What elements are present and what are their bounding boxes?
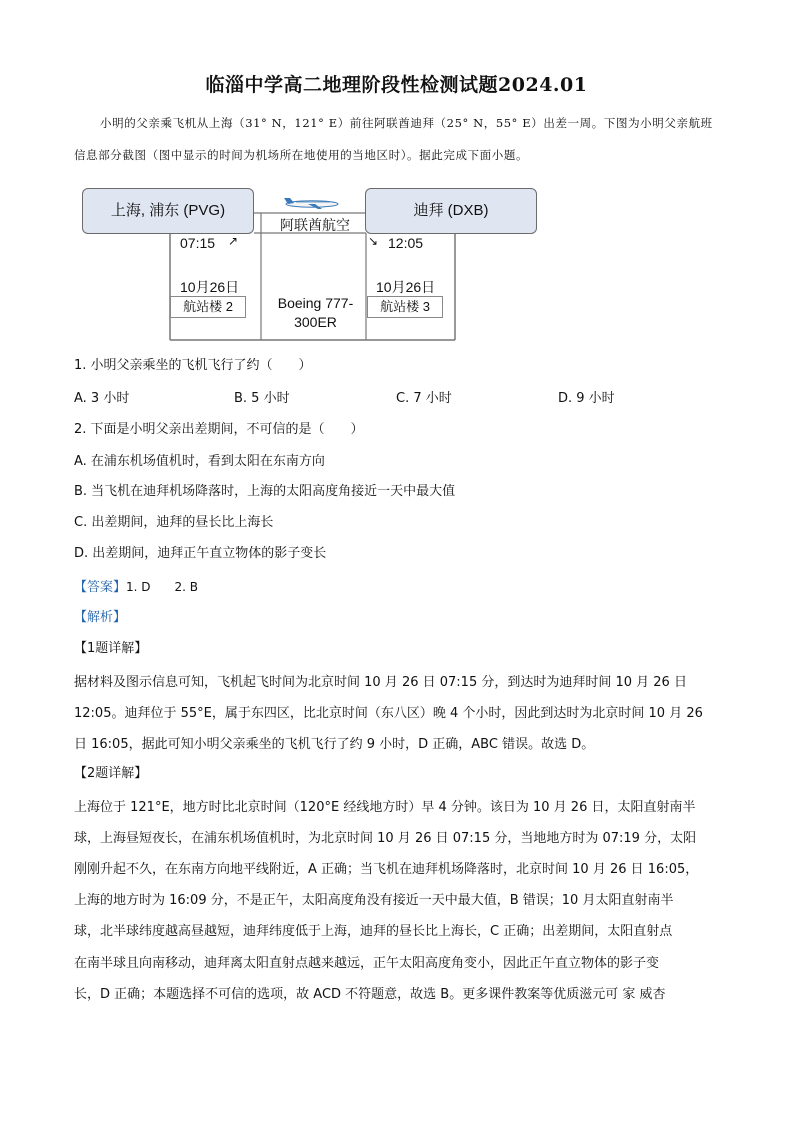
detail-2-line: 球，上海昼短夜长，在浦东机场值机时，为北京时间 10 月 26 日 07:15 分，当地地方时为 07:19 分，太阳 (74, 831, 697, 846)
takeoff-arrow-icon: ↗ (228, 234, 239, 248)
arrival-time: 12:05 (388, 235, 424, 251)
landing-arrow-icon: ↘ (368, 234, 379, 248)
analysis-label: 【解析】 (74, 610, 127, 625)
detail-2-line: 刚刚升起不久，在东南方向地平线附近，A 正确；当飞机在迪拜机场降落时，北京时间 10 月 26 日 16:05， (74, 862, 699, 877)
departure-date: 10月26日 (180, 279, 240, 295)
detail-1-line: 日 16:05，据此可知小明父亲乘坐的飞机飞行了约 9 小时，D 正确，ABC 错误。故选 D。 (74, 737, 595, 752)
question-1-option-b: B. 5 小时 (234, 391, 290, 406)
question-1-option-a: A. 3 小时 (74, 391, 130, 406)
origin-airport-box: 上海, 浦东 (PVG) (82, 188, 254, 234)
question-1-option-d: D. 9 小时 (558, 391, 615, 406)
page-title: 临淄中学高二地理阶段性检测试题2024.01 (205, 74, 588, 96)
arrival-terminal: 航站楼 3 (367, 296, 443, 318)
intro-paragraph: 小明的父亲乘飞机从上海（31° N，121° E）前往阿联酋迪拜（25° N，55° E）出差一周。下图为小明父亲航班信息部分截图（图中显示的时间为机场所在地使用的当地区时）。据此完成下面小题。 (74, 116, 713, 162)
detail-2-line: 在南半球且向南移动，迪拜离太阳直射点越来越远，正午太阳高度角变小，因此正午直立物体的影子变 (74, 956, 660, 971)
departure-time: 07:15 (180, 235, 216, 251)
departure-terminal: 航站楼 2 (170, 296, 246, 318)
answer-row (74, 577, 198, 598)
flight-info-figure (80, 185, 540, 345)
detail-2-line: 上海位于 121°E，地方时比北京时间（120°E 经线地方时）早 4 分钟。该日为 10 月 26 日，太阳直射南半 (74, 800, 696, 815)
question-1-option-c: C. 7 小时 (396, 391, 452, 406)
detail-2-line: 长，D 正确；本题选择不可信的选项，故 ACD 不符题意，故选 B。更多课件教案等优质滋元可 家 威杏 (74, 987, 666, 1002)
detail-2-line: 上海的地方时为 16:09 分，不是正午，太阳高度角没有接近一天中最大值，B 错误；10 月太阳直射南半 (74, 893, 674, 908)
question-2-option-a: A. 在浦东机场值机时，看到太阳在东南方向 (74, 454, 325, 469)
detail-1-line: 12:05。迪拜位于 55°E，属于东四区，比北京时间（东八区）晚 4 个小时，因此到达时为北京时间 10 月 26 (74, 706, 703, 721)
aircraft-model-line1: Boeing 777- (277, 295, 354, 311)
question-1-stem: 1. 小明父亲乘坐的飞机飞行了约（ ） (74, 358, 312, 373)
arrival-date: 10月26日 (376, 279, 436, 295)
detail-2-line: 球，北半球纬度越高昼越短，迪拜纬度低于上海，迪拜的昼长比上海长，C 正确；出差期间，太阳直射点 (74, 924, 673, 939)
detail-2-heading: 【2题详解】 (74, 766, 148, 781)
question-2-option-c: C. 出差期间，迪拜的昼长比上海长 (74, 515, 274, 530)
detail-1-line: 据材料及图示信息可知，飞机起飞时间为北京时间 10 月 26 日 07:15 分，到达时为迪拜时间 10 月 26 日 (74, 675, 687, 690)
answer-value: 1. D 2. B (126, 580, 199, 594)
question-2-option-b: B. 当飞机在迪拜机场降落时，上海的太阳高度角接近一天中最大值 (74, 484, 456, 499)
airplane-icon (282, 195, 342, 211)
destination-airport-box: 迪拜 (DXB) (365, 188, 537, 234)
answer-label: 【答案】 (74, 580, 127, 595)
aircraft-model-line2: 300ER (294, 314, 337, 330)
detail-1-heading: 【1题详解】 (74, 641, 148, 656)
airline-name: 阿联酋航空 (280, 217, 350, 233)
question-2-option-d: D. 出差期间，迪拜正午直立物体的影子变长 (74, 546, 327, 561)
question-2-stem: 2. 下面是小明父亲出差期间，不可信的是（ ） (74, 422, 364, 437)
